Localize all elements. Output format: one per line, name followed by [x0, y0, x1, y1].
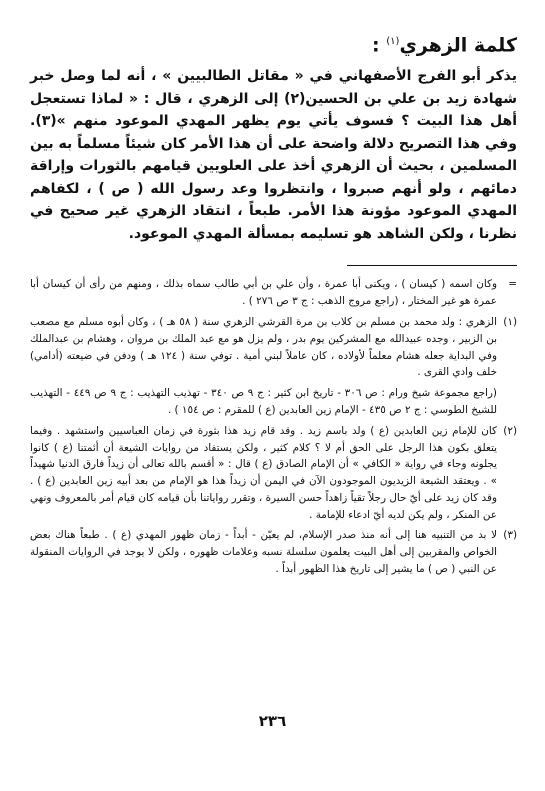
footnotes: [30, 276, 517, 578]
footnote-text: كان للإمام زين العابدين (ع ) ولد باسم زيد . وقد قام زيد هذا بثورة في زمان العباسيين واستشهد . وفيما يتعلق بكون هذا الرجل على الحق أم لا ؟ كلام كثير ، ولكن يستفاد من روايات الشيعة أن أئمتنا (ع ) كانوا يجلونه وجاء في رواية « الكافي » أن الإمام الصادق (ع ) قال : « أقسم بالله تعالى أن زيداً فارق الدنيا شهيداً » . ويعتقد الشيعة الزيديون الموجودون الآن في اليمن أن زيداً هذا هو الإمام من بعد أبيه زين العابدين (ع ) . وقد كان زيد على أيّ حال رجلاً تقياً زاهداً حسن السيرة ، وتقرر رواياتنا بأن قيامه كان قيام أمر بالمعروف ونهي عن المنكر ، ولم يكن لديه أيّ ادعاء للإمامة .: [30, 424, 497, 521]
footnote-continuation: [30, 276, 517, 310]
footnote-1-references: [30, 385, 517, 419]
footnote-3: [30, 527, 517, 577]
page-number: ٢٣٦: [258, 712, 287, 730]
footnote-2: [30, 423, 517, 524]
section-heading: [30, 28, 517, 59]
main-paragraph: يذكر أبو الفرج الأصفهاني في « مقاتل الطالبيين » ، أنه لما وصل خبر شهادة زيد بن علي بن الحسين(٢) إلى الزهري ، قال : « لماذا تستعجل أهل هذا البيت ؟ فسوف يأتي يوم يظهر المهدي الموعود منهم »(٣). وفي هذا التصريح دلالة واضحة على أن هذا الأمر كان شيئاً مسلماً به بين المسلمين ، بحيث أن الزهري أخذ على العلويين قيامهم بالثورات وإراقة دمائهم ، ولو أنهم صبروا ، وانتظروا وعد رسول الله ( ص ) ، لكفاهم المهدي الموعود مؤونة هذا الأمر. طبعاً ، انتقاد الزهري غير صحيح في نظرنا ، ولكن الشاهد هو تسليمه بمسألة المهدي الموعود.: [30, 68, 517, 242]
footnote-text: لا بد من التنبيه هنا إلى أنه منذ صدر الإسلام، لم يعيّن - أبداً - زمان ظهور المهدي (ع ) . طبعاً هناك بعض الخواص والمقربين إلى أهل البيت يعلمون سلسلة نسبه وعلامات ظهوره ، ولكن لا يوجد في الروايات المنقولة عن النبي ( ص ) ما يشير إلى تاريخ هذا الظهور أبداً .: [30, 529, 497, 576]
footnote-text: (راجع مجموعة شيخ ورام : ص ٣٠٦ - تاريخ ابن كثير : ج ٩ ص ٣٤٠ - تهذيب التهذيب : ج ٩ ص ٤٤٩ - التهذيب للشيخ الطوسي : ج ٢ ص ٤٣٥ - الإمام زين العابدين (ع ) للمقرم : ص ١٥٤ ) .: [30, 387, 497, 416]
heading-colon: :: [372, 34, 387, 57]
footnote-mark: =: [508, 278, 517, 291]
footnote-text: وكان اسمه ( كيسان ) ، ويكنى أبا عمرة ، وأن علي بن أبي طالب سماه بذلك ، ومنهم من رأى أن كيسان أبا عمرة هو غير المختار ، (راجع مروج الذهب : ج ٣ ص ٢٧٦ ) .: [30, 278, 497, 308]
footnote-mark: (٣): [503, 529, 517, 542]
footnote-text: الزهري : ولد محمد بن مسلم بن كلاب بن مرة القرشي الزهري سنة ( ٥٨ هـ ) ، وكان أبوه مسلم مع مصعب بن الزبير ، وجده عبيدالله مع المشركين يوم بدر ، ولم يزل هو مع عبد الملك بن مروان ، وهشام بن عبدالملك وفي البداية جعله هشام معلماً لأولاده ، كان عاملاً لبني أمية . توفي سنة ( ١٢٤ هـ ) ودفن في ضيعته (أدامي) خلف وادي القرى .: [30, 315, 497, 379]
footnote-mark: (١): [503, 315, 517, 328]
footnote-1: [30, 314, 517, 381]
footnote-divider: [347, 265, 517, 266]
footnote-mark: (٢): [503, 424, 517, 437]
heading-note-marker: (١): [386, 36, 400, 47]
heading-title: كلمة الزهري: [399, 34, 517, 57]
